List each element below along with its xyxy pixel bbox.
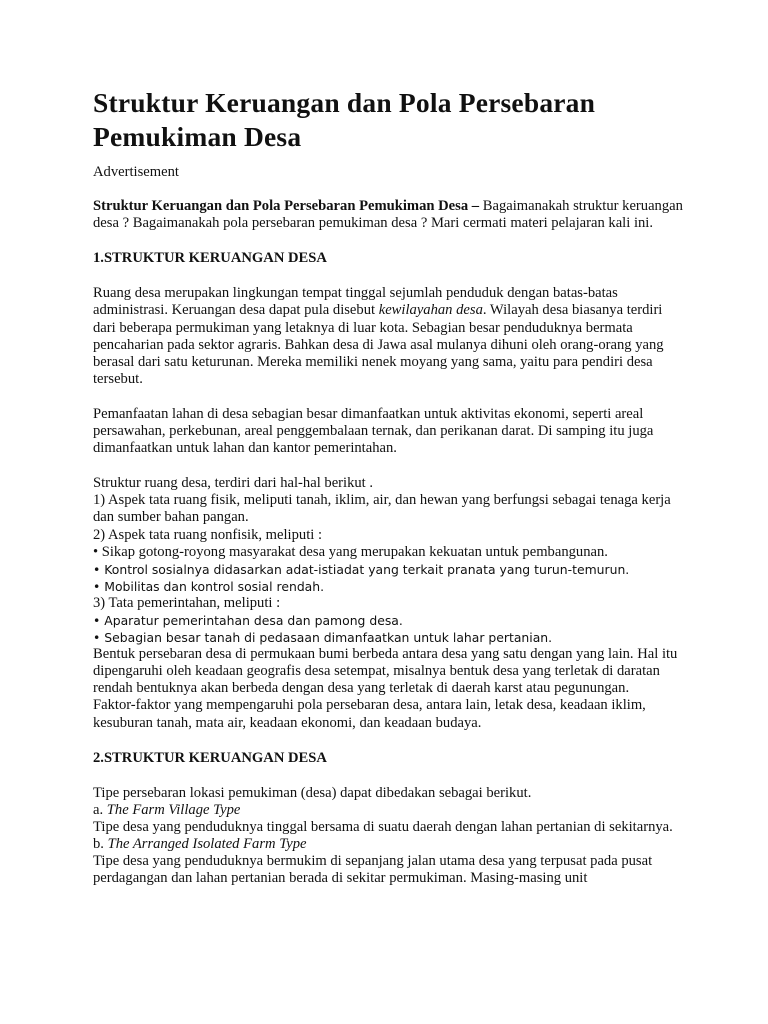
section1-heading: 1.STRUKTUR KERUANGAN DESA: [93, 250, 327, 267]
type-a-title: a. The Farm Village Type: [93, 801, 241, 818]
list-item-1: 1) Aspek tata ruang fisik, meliputi tanah, iklim, air, dan hewan yang berfungsi sebagai tenaga kerja dan sumber bahan pangan.: [93, 492, 671, 526]
section2-body: [93, 785, 683, 888]
bullet-item: • Mobilitas dan kontrol sosial rendah.: [93, 578, 325, 594]
intro-paragraph: [93, 198, 683, 232]
section1-paragraph-4: Faktor-faktor yang mempengaruhi pola persebaran desa, antara lain, letak desa, keadaan iklim, kesuburan tanah, mata air, keadaan ekonomi, dan keadaan budaya.: [93, 697, 646, 731]
bullet-item: • Sebagian besar tanah di pedasaan dimanfaatkan untuk lahar pertanian.: [93, 630, 553, 646]
type-b-title: b. The Arranged Isolated Farm Type: [93, 836, 307, 852]
section1-paragraph-1: Ruang desa merupakan lingkungan tempat tinggal sejumlah penduduk dengan batas-batas administrasi. Keruangan desa dapat pula disebut kewilayahan desa. Wilayah desa biasanya terdiri dari beberapa permukiman yang letaknya di luar kota. Sebagian besar penduduknya bermata pencaharian pada sektor agraris. Bahkan desa di Jawa asal mulanya dihuni oleh orang-orang yang berasal dari satu keturunan. Mereka memiliki nenek moyang yang sama, yaitu para pendiri desa tersebut.: [93, 285, 664, 387]
section2-intro: Tipe persebaran lokasi pemukiman (desa) dapat dibedakan sebagai berikut.: [93, 784, 532, 801]
list-item-2: 2) Aspek tata ruang nonfisik, meliputi :: [93, 526, 323, 543]
section2-heading: 2.STRUKTUR KERUANGAN DESA: [93, 749, 327, 766]
bullet-item: • Kontrol sosialnya didasarkan adat-istiadat yang terkait pranata yang turun-temurun.: [93, 561, 630, 577]
advertisement-label: Advertisement: [93, 164, 179, 180]
document-page: [93, 86, 683, 887]
list-item-3: 3) Tata pemerintahan, meliputi :: [93, 594, 281, 611]
type-b-text: Tipe desa yang penduduknya bermukim di sepanjang jalan utama desa yang terpusat pada pusat perdagangan dan lahan pertanian berada di sekitar permukiman. Masing-masing unit: [93, 853, 653, 887]
list-intro: Struktur ruang desa, terdiri dari hal-hal berikut .: [93, 475, 374, 492]
section1-paragraph-3: Bentuk persebaran desa di permukaan bumi berbeda antara desa yang satu dengan yang lain. Hal itu dipengaruhi oleh keadaan geografis desa setempat, misalnya bentuk desa yang terletak di daratan rendah bentuknya akan berbeda dengan desa yang terletak di daerah karst atau pegunungan.: [93, 646, 678, 697]
bullet-item: • Sikap gotong-royong masyarakat desa yang merupakan kekuatan untuk pembangunan.: [93, 543, 608, 560]
page-title: Struktur Keruangan dan Pola Persebaran Pemukiman Desa: [93, 87, 596, 152]
italic-term: kewilayahan desa: [378, 302, 483, 319]
type-a-text: Tipe desa yang penduduknya tinggal bersama di suatu daerah dengan lahan pertanian di sekitarnya.: [93, 818, 673, 835]
intro-bold-lead: Struktur Keruangan dan Pola Persebaran Pemukiman Desa –: [93, 198, 480, 215]
section1-paragraph-2: Pemanfaatan lahan di desa sebagian besar dimanfaatkan untuk aktivitas ekonomi, seperti areal persawahan, perkebunan, areal penggembalaan ternak, dan perikanan darat. Di samping itu juga dimanfaatkan untuk lahan dan kantor pemerintahan.: [93, 405, 654, 457]
intro-text: Bagaimanakah struktur keruangan desa ? Bagaimanakah pola persebaran pemukiman desa ? Mari cermati materi pelajaran kali ini.: [93, 198, 683, 232]
structure-list: [93, 475, 683, 731]
bullet-item: • Aparatur pemerintahan desa dan pamong desa.: [93, 612, 403, 628]
